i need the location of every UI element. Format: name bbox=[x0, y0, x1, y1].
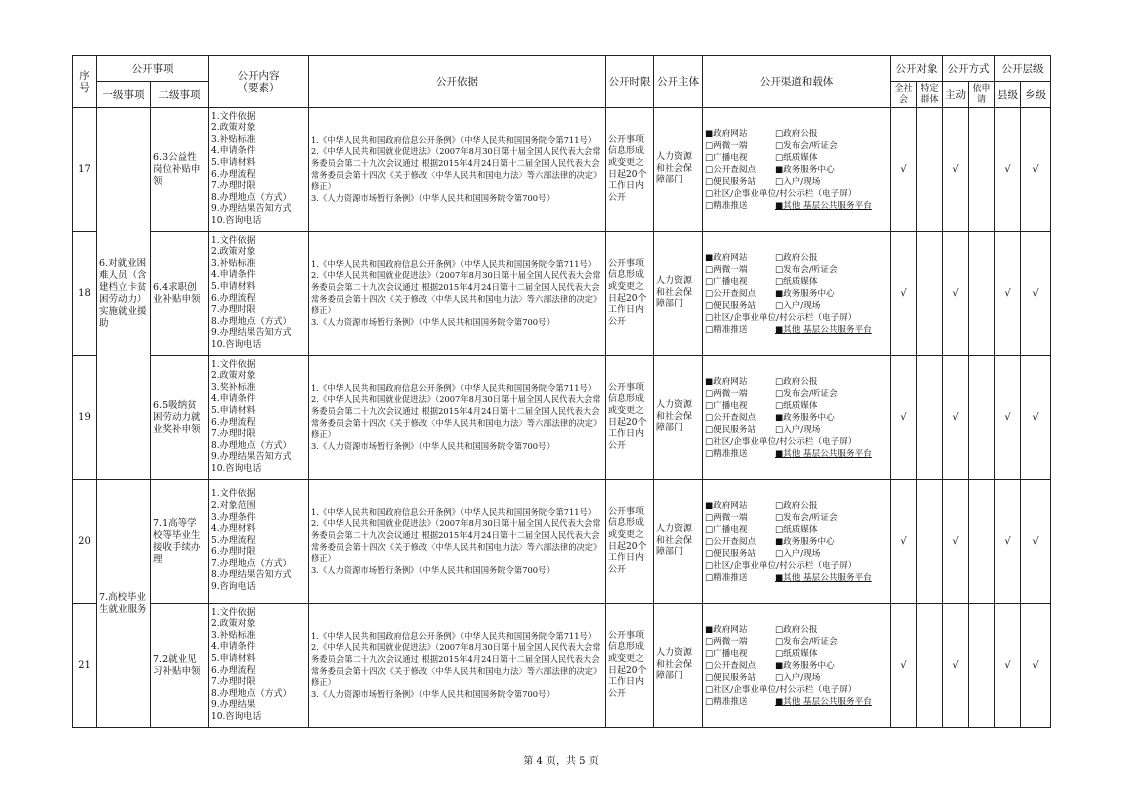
basis-item: 2.《中华人民共和国就业促进法》（2007年8月30日第十届全国人民代表大会常务委员会第二十九次会议通过 根据2015年4月24日第十二届全国人民代表大会常务委员会第十四次《关于修改〈中华人民共和国电力法〉等六部法律的决定》修正） bbox=[311, 394, 602, 440]
channel-option: □政府公报 bbox=[775, 500, 818, 511]
header-level: 公开层级 bbox=[995, 56, 1051, 82]
level-county-check: √ bbox=[995, 604, 1021, 728]
channel-row bbox=[705, 696, 888, 708]
channel-option: □纸质媒体 bbox=[775, 152, 818, 163]
channel-row bbox=[705, 376, 888, 388]
channel-option: □两微一端 bbox=[705, 388, 748, 399]
method-apply-check bbox=[969, 604, 995, 728]
content-item: 4.申请条件 bbox=[211, 642, 256, 653]
content-item: 8.办理地点（方式） bbox=[211, 440, 292, 451]
channel-option: ■政府网站 bbox=[705, 252, 748, 263]
channel-option: □政府公报 bbox=[775, 624, 818, 635]
channel-option: □便民服务站 bbox=[705, 424, 757, 435]
channel-option: □发布会/听证会 bbox=[775, 636, 838, 647]
channel-option: ■政务服务中心 bbox=[775, 288, 835, 299]
subject-cell: 人力资源和社会保障部门 bbox=[654, 480, 703, 604]
content-item: 5.申请材料 bbox=[211, 653, 256, 664]
channel-row bbox=[705, 400, 888, 412]
object-all-check: √ bbox=[891, 108, 917, 232]
channel-row bbox=[705, 176, 888, 188]
channel-cell bbox=[703, 108, 891, 232]
channel-option: □精准推送 bbox=[705, 448, 748, 459]
channel-row bbox=[705, 560, 888, 572]
basis-list bbox=[311, 631, 603, 701]
subject-cell: 人力资源和社会保障部门 bbox=[654, 232, 703, 356]
content-item: 9.咨询电话 bbox=[211, 582, 256, 593]
level2-cell: 6.5吸纳贫困劳动力就业奖补申领 bbox=[151, 356, 209, 480]
channel-row bbox=[705, 388, 888, 400]
content-item: 9.办理结果告知方式 bbox=[211, 204, 292, 215]
content-item: 8.办理地点（方式） bbox=[211, 688, 292, 699]
channel-option: □广播电视 bbox=[705, 524, 748, 535]
object-all-check: √ bbox=[891, 356, 917, 480]
content-item: 2.政策对象 bbox=[211, 123, 256, 134]
channel-option: □发布会/听证会 bbox=[775, 264, 838, 275]
channel-option: ■政府网站 bbox=[705, 128, 748, 139]
content-item: 4.申请条件 bbox=[211, 270, 256, 281]
row-number: 20 bbox=[73, 480, 97, 604]
channel-option: □精准推送 bbox=[705, 572, 748, 583]
content-item: 6.办理流程 bbox=[211, 417, 256, 428]
basis-item: 1.《中华人民共和国政府信息公开条例》（中华人民共和国国务院令第711号） bbox=[311, 630, 597, 641]
content-item: 4.申请条件 bbox=[211, 394, 256, 405]
header-object: 公开对象 bbox=[891, 56, 943, 82]
channel-option: ■政务服务中心 bbox=[775, 164, 835, 175]
level1-cell: 7.高校毕业生就业服务 bbox=[97, 480, 151, 728]
content-item: 9.办理结果 bbox=[211, 700, 256, 711]
basis-item: 1.《中华人民共和国政府信息公开条例》（中华人民共和国国务院令第711号） bbox=[311, 134, 597, 145]
channel-option: □政府公报 bbox=[775, 128, 818, 139]
channel-option: □便民服务站 bbox=[705, 300, 757, 311]
method-active-check: √ bbox=[943, 480, 969, 604]
channel-row bbox=[705, 424, 888, 436]
basis-item: 1.《中华人民共和国政府信息公开条例》（中华人民共和国国务院令第711号） bbox=[311, 382, 597, 393]
disclosure-table bbox=[72, 55, 1051, 728]
channel-option: □精准推送 bbox=[705, 324, 748, 335]
level2-cell: 7.1高等学校等毕业生接收手续办理 bbox=[151, 480, 209, 604]
basis-list bbox=[311, 259, 603, 329]
content-item: 3.奖补标准 bbox=[211, 382, 256, 393]
basis-list bbox=[311, 135, 603, 205]
channel-option: □政府公报 bbox=[775, 252, 818, 263]
content-item: 4.办理材料 bbox=[211, 524, 256, 535]
basis-cell bbox=[309, 604, 606, 728]
content-item: 10.咨询电话 bbox=[211, 215, 262, 226]
channel-option: ■政务服务中心 bbox=[775, 660, 835, 671]
channel-cell bbox=[703, 356, 891, 480]
page-footer: 第 4 页，共 5 页 bbox=[523, 756, 599, 767]
header-seq: 序号 bbox=[73, 56, 97, 108]
channel-option: □公开查阅点 bbox=[705, 288, 757, 299]
time-cell: 公开事项信息形成或变更之日起20个工作日内公开 bbox=[606, 232, 654, 356]
object-special-check bbox=[917, 108, 943, 232]
content-item: 2.政策对象 bbox=[211, 619, 256, 630]
page bbox=[72, 55, 1050, 728]
content-item: 5.申请材料 bbox=[211, 157, 256, 168]
channel-row bbox=[705, 324, 888, 336]
content-item: 5.申请材料 bbox=[211, 405, 256, 416]
content-cell bbox=[209, 604, 309, 728]
channel-cell bbox=[703, 232, 891, 356]
level-county-check: √ bbox=[995, 356, 1021, 480]
level1-cell: 6.对就业困难人员（含建档立卡贫困劳动力）实施就业援助 bbox=[97, 108, 151, 480]
channel-option: ■其他 基层公共服务平台 bbox=[775, 324, 872, 335]
method-active-check: √ bbox=[943, 232, 969, 356]
level-town-check: √ bbox=[1021, 480, 1051, 604]
subject-cell: 人力资源和社会保障部门 bbox=[654, 356, 703, 480]
channel-option: □广播电视 bbox=[705, 276, 748, 287]
content-item: 10.咨询电话 bbox=[211, 339, 262, 350]
channel-option: □两微一端 bbox=[705, 636, 748, 647]
method-apply-check bbox=[969, 108, 995, 232]
channel-row bbox=[705, 300, 888, 312]
channel-option: □社区/企事业单位/村公示栏（电子屏） bbox=[705, 188, 857, 199]
object-special-check bbox=[917, 480, 943, 604]
method-active-check: √ bbox=[943, 108, 969, 232]
content-cell bbox=[209, 480, 309, 604]
header-method-active: 主动 bbox=[943, 82, 969, 108]
channel-option: □两微一端 bbox=[705, 512, 748, 523]
channel-option: □纸质媒体 bbox=[775, 524, 818, 535]
content-item: 5.申请材料 bbox=[211, 281, 256, 292]
header-object-special: 特定群体 bbox=[917, 82, 943, 108]
row-number: 17 bbox=[73, 108, 97, 232]
channel-row bbox=[705, 660, 888, 672]
channel-row bbox=[705, 636, 888, 648]
table-body bbox=[73, 108, 1051, 728]
content-item: 8.办理地点（方式） bbox=[211, 316, 292, 327]
content-item: 5.办理流程 bbox=[211, 535, 256, 546]
table-row bbox=[73, 480, 1051, 604]
content-item: 7.办理地点（方式） bbox=[211, 558, 292, 569]
channel-option: ■政府网站 bbox=[705, 500, 748, 511]
channel-row bbox=[705, 140, 888, 152]
channel-option: □入户/现场 bbox=[775, 424, 821, 435]
channel-option: □精准推送 bbox=[705, 200, 748, 211]
header-object-all: 全社会 bbox=[891, 82, 917, 108]
content-item: 3.补贴标准 bbox=[211, 630, 256, 641]
channel-row bbox=[705, 188, 888, 200]
content-item: 1.文件依据 bbox=[211, 111, 256, 122]
content-item: 1.文件依据 bbox=[211, 235, 256, 246]
basis-item: 2.《中华人民共和国就业促进法》（2007年8月30日第十届全国人民代表大会常务委员会第二十九次会议通过 根据2015年4月24日第十二届全国人民代表大会常务委员会第十四次《关于修改〈中华人民共和国电力法〉等六部法律的决定》修正） bbox=[311, 642, 602, 688]
channel-option: □入户/现场 bbox=[775, 548, 821, 559]
row-number: 19 bbox=[73, 356, 97, 480]
content-item: 1.文件依据 bbox=[211, 607, 256, 618]
row-number: 18 bbox=[73, 232, 97, 356]
channel-option: □发布会/听证会 bbox=[775, 388, 838, 399]
time-cell: 公开事项信息形成或变更之日起20个工作日内公开 bbox=[606, 480, 654, 604]
content-item: 9.办理结果告知方式 bbox=[211, 452, 292, 463]
header-matter: 公开事项 bbox=[97, 56, 209, 82]
content-item: 3.补贴标准 bbox=[211, 258, 256, 269]
level-town-check: √ bbox=[1021, 356, 1051, 480]
basis-list bbox=[311, 507, 603, 577]
channel-option: ■其他 基层公共服务平台 bbox=[775, 200, 872, 211]
channel-option: □入户/现场 bbox=[775, 672, 821, 683]
basis-cell bbox=[309, 108, 606, 232]
object-special-check bbox=[917, 232, 943, 356]
channel-option: ■其他 基层公共服务平台 bbox=[775, 696, 872, 707]
basis-item: 1.《中华人民共和国政府信息公开条例》（中华人民共和国国务院令第711号） bbox=[311, 258, 597, 269]
header-level2: 二级事项 bbox=[151, 82, 209, 108]
time-cell: 公开事项信息形成或变更之日起20个工作日内公开 bbox=[606, 604, 654, 728]
channel-row bbox=[705, 152, 888, 164]
content-item: 3.办理条件 bbox=[211, 512, 256, 523]
level-county-check: √ bbox=[995, 232, 1021, 356]
channel-option: □公开查阅点 bbox=[705, 164, 757, 175]
channel-row bbox=[705, 276, 888, 288]
object-all-check: √ bbox=[891, 480, 917, 604]
basis-item: 3.《人力资源市场暂行条例》（中华人民共和国国务院令第700号） bbox=[311, 564, 555, 575]
header-basis: 公开依据 bbox=[309, 56, 606, 108]
channel-row bbox=[705, 548, 888, 560]
header-method-apply: 依申请 bbox=[969, 82, 995, 108]
level2-cell: 7.2就业见习补贴申领 bbox=[151, 604, 209, 728]
content-item: 9.办理结果告知方式 bbox=[211, 328, 292, 339]
content-item: 2.政策对象 bbox=[211, 371, 256, 382]
basis-item: 1.《中华人民共和国政府信息公开条例》（中华人民共和国国务院令第711号） bbox=[311, 506, 597, 517]
content-item: 6.办理时限 bbox=[211, 547, 256, 558]
content-item: 8.办理结果告知方式 bbox=[211, 570, 292, 581]
content-item: 10.咨询电话 bbox=[211, 711, 262, 722]
channel-cell bbox=[703, 604, 891, 728]
content-list bbox=[211, 236, 306, 352]
channel-option: □广播电视 bbox=[705, 152, 748, 163]
channel-row bbox=[705, 436, 888, 448]
basis-item: 2.《中华人民共和国就业促进法》（2007年8月30日第十届全国人民代表大会常务委员会第二十九次会议通过 根据2015年4月24日第十二届全国人民代表大会常务委员会第十四次《关于修改〈中华人民共和国电力法〉等六部法律的决定》修正） bbox=[311, 270, 602, 316]
object-all-check: √ bbox=[891, 604, 917, 728]
basis-item: 3.《人力资源市场暂行条例》（中华人民共和国国务院令第700号） bbox=[311, 192, 555, 203]
channel-option: ■其他 基层公共服务平台 bbox=[775, 572, 872, 583]
time-cell: 公开事项信息形成或变更之日起20个工作日内公开 bbox=[606, 356, 654, 480]
content-item: 3.补贴标准 bbox=[211, 134, 256, 145]
object-all-check: √ bbox=[891, 232, 917, 356]
method-active-check: √ bbox=[943, 356, 969, 480]
method-active-check: √ bbox=[943, 604, 969, 728]
content-cell bbox=[209, 232, 309, 356]
method-apply-check bbox=[969, 356, 995, 480]
content-list bbox=[211, 112, 306, 228]
basis-cell bbox=[309, 232, 606, 356]
header-subject: 公开主体 bbox=[654, 56, 703, 108]
row-number: 21 bbox=[73, 604, 97, 728]
channel-row bbox=[705, 624, 888, 636]
channel-option: □发布会/听证会 bbox=[775, 512, 838, 523]
content-cell bbox=[209, 108, 309, 232]
basis-item: 3.《人力资源市场暂行条例》（中华人民共和国国务院令第700号） bbox=[311, 440, 555, 451]
channel-option: □发布会/听证会 bbox=[775, 140, 838, 151]
method-apply-check bbox=[969, 232, 995, 356]
channel-option: ■政府网站 bbox=[705, 624, 748, 635]
channel-option: □社区/企事业单位/村公示栏（电子屏） bbox=[705, 684, 857, 695]
channel-option: ■政务服务中心 bbox=[775, 536, 835, 547]
header-content: 公开内容 （要素） bbox=[209, 56, 309, 108]
basis-item: 3.《人力资源市场暂行条例》（中华人民共和国国务院令第700号） bbox=[311, 688, 555, 699]
channel-row bbox=[705, 252, 888, 264]
content-item: 1.文件依据 bbox=[211, 359, 256, 370]
basis-item: 3.《人力资源市场暂行条例》（中华人民共和国国务院令第700号） bbox=[311, 316, 555, 327]
channel-row bbox=[705, 524, 888, 536]
channel-row bbox=[705, 448, 888, 460]
channel-cell bbox=[703, 480, 891, 604]
header-method: 公开方式 bbox=[943, 56, 995, 82]
content-item: 2.政策对象 bbox=[211, 247, 256, 258]
channel-row bbox=[705, 164, 888, 176]
header-channel: 公开渠道和载体 bbox=[703, 56, 891, 108]
channel-row bbox=[705, 312, 888, 324]
channel-option: □入户/现场 bbox=[775, 300, 821, 311]
channel-row bbox=[705, 648, 888, 660]
channel-option: □纸质媒体 bbox=[775, 400, 818, 411]
level-county-check: √ bbox=[995, 108, 1021, 232]
channel-option: □社区/企事业单位/村公示栏（电子屏） bbox=[705, 436, 857, 447]
subject-cell: 人力资源和社会保障部门 bbox=[654, 108, 703, 232]
channel-option: □广播电视 bbox=[705, 400, 748, 411]
channel-row bbox=[705, 512, 888, 524]
level-town-check: √ bbox=[1021, 232, 1051, 356]
level2-cell: 6.3公益性岗位补贴申领 bbox=[151, 108, 209, 232]
table-row bbox=[73, 604, 1051, 728]
content-item: 7.办理时限 bbox=[211, 181, 256, 192]
content-item: 6.办理流程 bbox=[211, 665, 256, 676]
object-special-check bbox=[917, 604, 943, 728]
channel-option: ■其他 基层公共服务平台 bbox=[775, 448, 872, 459]
basis-cell bbox=[309, 356, 606, 480]
basis-cell bbox=[309, 480, 606, 604]
channel-row bbox=[705, 684, 888, 696]
channel-option: □两微一端 bbox=[705, 140, 748, 151]
channel-row bbox=[705, 288, 888, 300]
channel-option: □精准推送 bbox=[705, 696, 748, 707]
table-row bbox=[73, 232, 1051, 356]
channel-option: □入户/现场 bbox=[775, 176, 821, 187]
channel-option: ■政府网站 bbox=[705, 376, 748, 387]
channel-option: □便民服务站 bbox=[705, 176, 757, 187]
content-item: 6.办理流程 bbox=[211, 169, 256, 180]
content-item: 7.办理时限 bbox=[211, 677, 256, 688]
level2-cell: 6.4求职创业补贴申领 bbox=[151, 232, 209, 356]
channel-option: □便民服务站 bbox=[705, 672, 757, 683]
time-cell: 公开事项信息形成或变更之日起20个工作日内公开 bbox=[606, 108, 654, 232]
channel-option: □两微一端 bbox=[705, 264, 748, 275]
table-row bbox=[73, 356, 1051, 480]
table-row bbox=[73, 108, 1051, 232]
channel-option: □便民服务站 bbox=[705, 548, 757, 559]
content-item: 6.办理流程 bbox=[211, 293, 256, 304]
channel-row bbox=[705, 500, 888, 512]
channel-row bbox=[705, 412, 888, 424]
channel-option: □广播电视 bbox=[705, 648, 748, 659]
content-list bbox=[211, 608, 306, 724]
content-list bbox=[211, 360, 306, 476]
channel-row bbox=[705, 536, 888, 548]
content-item: 2.对象范围 bbox=[211, 500, 256, 511]
channel-option: □社区/企事业单位/村公示栏（电子屏） bbox=[705, 560, 857, 571]
channel-row bbox=[705, 128, 888, 140]
channel-option: □公开查阅点 bbox=[705, 660, 757, 671]
content-item: 1.文件依据 bbox=[211, 489, 256, 500]
channel-option: ■政务服务中心 bbox=[775, 412, 835, 423]
basis-item: 2.《中华人民共和国就业促进法》（2007年8月30日第十届全国人民代表大会常务委员会第二十九次会议通过 根据2015年4月24日第十二届全国人民代表大会常务委员会第十四次《关于修改〈中华人民共和国电力法〉等六部法律的决定》修正） bbox=[311, 146, 602, 192]
content-item: 7.办理时限 bbox=[211, 429, 256, 440]
header-level-town: 乡级 bbox=[1021, 82, 1051, 108]
level-town-check: √ bbox=[1021, 604, 1051, 728]
basis-list bbox=[311, 383, 603, 453]
method-apply-check bbox=[969, 480, 995, 604]
header-level1: 一级事项 bbox=[97, 82, 151, 108]
channel-row bbox=[705, 200, 888, 212]
channel-option: □政府公报 bbox=[775, 376, 818, 387]
object-special-check bbox=[917, 356, 943, 480]
channel-row bbox=[705, 264, 888, 276]
channel-row bbox=[705, 672, 888, 684]
channel-option: □公开查阅点 bbox=[705, 412, 757, 423]
channel-option: □公开查阅点 bbox=[705, 536, 757, 547]
content-list bbox=[211, 489, 306, 593]
channel-option: □纸质媒体 bbox=[775, 276, 818, 287]
basis-item: 2.《中华人民共和国就业促进法》（2007年8月30日第十届全国人民代表大会常务委员会第二十九次会议通过 根据2015年4月24日第十二届全国人民代表大会常务委员会第十四次《关于修改〈中华人民共和国电力法〉等六部法律的决定》修正） bbox=[311, 518, 602, 564]
level-town-check: √ bbox=[1021, 108, 1051, 232]
content-cell bbox=[209, 356, 309, 480]
level-county-check: √ bbox=[995, 480, 1021, 604]
header-time: 公开时限 bbox=[606, 56, 654, 108]
channel-option: □纸质媒体 bbox=[775, 648, 818, 659]
content-item: 10.咨询电话 bbox=[211, 463, 262, 474]
content-item: 4.申请条件 bbox=[211, 146, 256, 157]
header-level-county: 县级 bbox=[995, 82, 1021, 108]
content-item: 8.办理地点（方式） bbox=[211, 192, 292, 203]
channel-option: □社区/企事业单位/村公示栏（电子屏） bbox=[705, 312, 857, 323]
subject-cell: 人力资源和社会保障部门 bbox=[654, 604, 703, 728]
content-item: 7.办理时限 bbox=[211, 305, 256, 316]
channel-row bbox=[705, 572, 888, 584]
